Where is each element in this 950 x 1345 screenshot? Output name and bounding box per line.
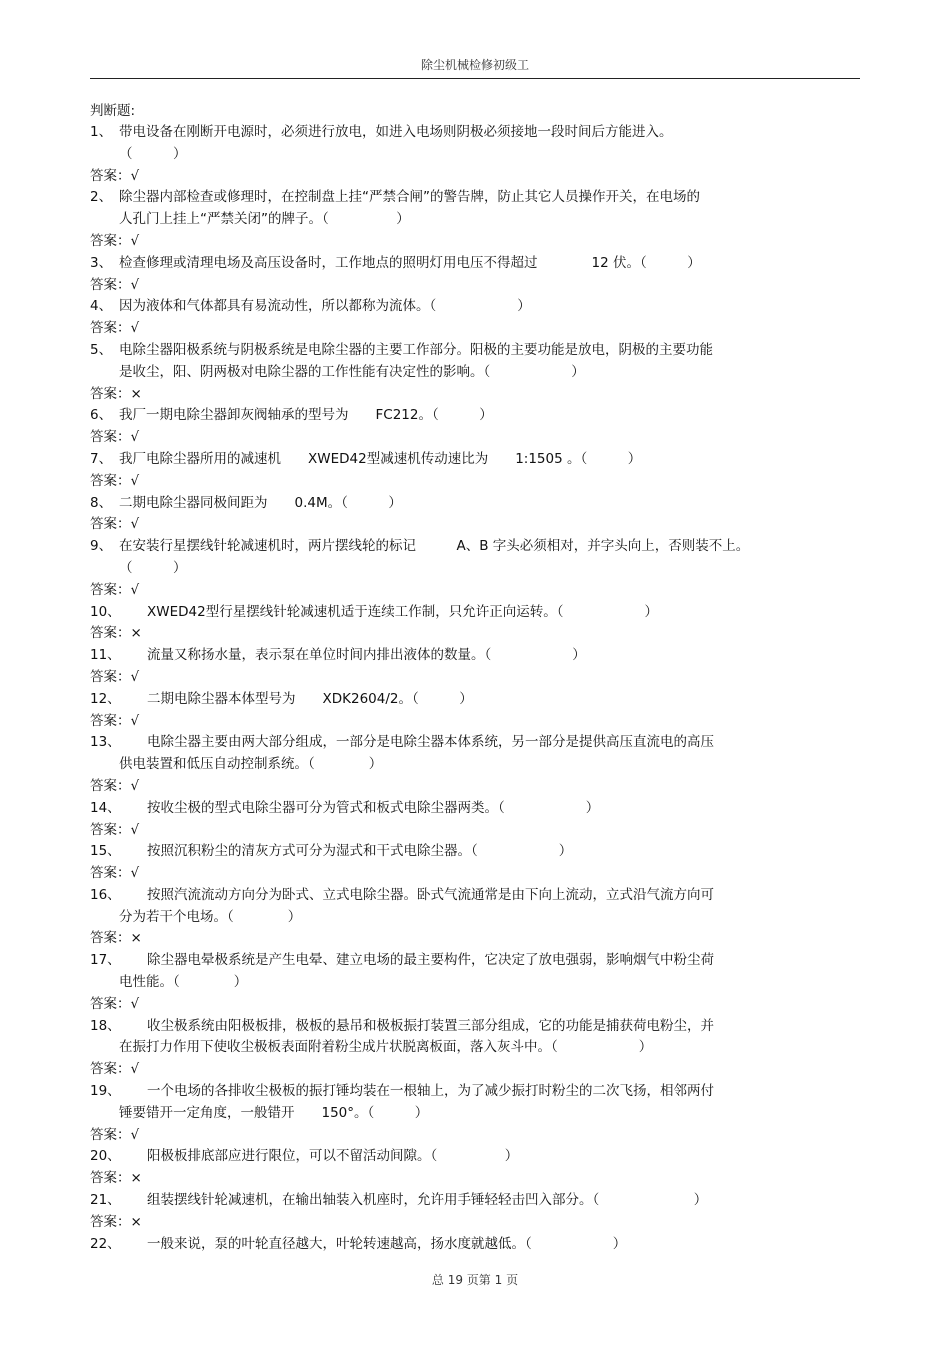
answer-mark: ×: [130, 1213, 142, 1230]
question-text: 电除尘器阳极系统与阴极系统是电除尘器的主要工作部分。阳极的主要功能是放电，阴极的主要功能: [119, 341, 713, 358]
question-first-line: [90, 122, 850, 144]
question-text: 检查修理或清理电场及高压设备时，工作地点的照明灯用电压不得超过 12 伏。（ ）: [119, 254, 701, 271]
question-first-line: [90, 405, 850, 427]
question-number: 18、: [90, 1017, 121, 1034]
question-item: [90, 296, 850, 340]
question-number: 10、: [90, 603, 121, 620]
answer-label: 答案：: [90, 625, 131, 642]
answer-line: [90, 318, 850, 340]
page-footer: 总 19 页第 1 页: [431, 1273, 519, 1287]
question-number: 3、: [90, 254, 113, 271]
question-number: 12、: [90, 690, 121, 707]
question-item: [90, 1146, 850, 1190]
answer-line: [90, 166, 850, 188]
question-first-line: [90, 732, 850, 754]
answer-label: 答案：: [90, 581, 131, 598]
question-first-line: [90, 950, 850, 972]
question-text: XWED42型行星摆线针轮减速机适于连续工作制，只允许正向运转。（ ）: [147, 603, 658, 620]
question-number: 1、: [90, 124, 113, 140]
answer-mark: √: [130, 777, 140, 794]
answer-line: [90, 275, 850, 297]
answer-mark: ×: [130, 625, 142, 642]
answer-label: 答案：: [90, 516, 131, 533]
question-item: [90, 187, 850, 252]
answer-label: 答案：: [90, 232, 131, 249]
question-first-line: [90, 885, 850, 907]
answer-label: 答案：: [90, 777, 131, 794]
answer-mark: √: [130, 995, 140, 1012]
answer-mark: √: [130, 276, 140, 293]
question-text: 一个电场的各排收尘极板的振打锤均装在一根轴上，为了减少振打时粉尘的二次飞扬，相邻两付: [147, 1083, 714, 1100]
section-title: 判断题:: [90, 103, 136, 119]
question-item: [90, 732, 850, 797]
question-text: 因为液体和气体都具有易流动性，所以都称为流体。（ ）: [119, 298, 531, 315]
question-text: 流量又称扬水量，表示泵在单位时间内排出液体的数量。（ ）: [147, 647, 586, 664]
answer-mark: √: [130, 581, 140, 598]
answer-label: 答案：: [90, 167, 131, 184]
header-title: 除尘机械检修初级工: [420, 58, 529, 72]
question-continuation: （ ）: [119, 559, 187, 576]
question-number: 17、: [90, 952, 121, 969]
answer-label: 答案：: [90, 472, 131, 489]
question-continuation: 人孔门上挂上“严禁关闭”的牌子。（ ）: [119, 211, 410, 228]
question-text: 带电设备在刚断开电源时，必须进行放电，如进入电场则阴极必须接地一段时间后方能进入。: [119, 124, 673, 140]
question-number: 11、: [90, 647, 121, 664]
question-first-line: [90, 1081, 850, 1103]
question-first-line: [90, 187, 850, 209]
question-first-line: [90, 689, 850, 711]
answer-line: [90, 514, 850, 536]
answer-label: 答案：: [90, 930, 131, 947]
question-item: [90, 1190, 850, 1234]
question-item: [90, 1081, 850, 1146]
question-number: 19、: [90, 1083, 121, 1100]
answer-mark: √: [130, 1061, 140, 1078]
question-item: [90, 493, 850, 537]
answer-line: [90, 231, 850, 253]
question-first-line: [90, 296, 850, 318]
answer-line: [90, 1059, 850, 1081]
answer-mark: ×: [130, 385, 142, 402]
answer-mark: √: [130, 865, 140, 882]
question-number: 20、: [90, 1148, 121, 1165]
question-text: 按收尘极的型式电除尘器可分为管式和板式电除尘器两类。（ ）: [147, 799, 600, 816]
page-header: [90, 50, 860, 79]
question-continuation: 供电装置和低压自动控制系统。（ ）: [119, 756, 383, 773]
question-item: [90, 1016, 850, 1081]
question-text: 二期电除尘器同极间距为 0.4M。（ ）: [119, 494, 402, 511]
question-text: 阳极板排底部应进行限位，可以不留活动间隙。（ ）: [147, 1148, 519, 1165]
answer-label: 答案：: [90, 320, 131, 337]
question-item: [90, 405, 850, 449]
answer-label: 答案：: [90, 668, 131, 685]
question-number: 2、: [90, 189, 113, 206]
answer-label: 答案：: [90, 865, 131, 882]
answer-mark: √: [130, 516, 140, 533]
question-number: 16、: [90, 886, 121, 903]
answer-line: [90, 580, 850, 602]
question-number: 5、: [90, 341, 113, 358]
answer-line: [90, 384, 850, 406]
question-continuation: （ ）: [119, 145, 187, 162]
question-item: [90, 885, 850, 950]
question-item: [90, 536, 850, 601]
answer-mark: ×: [130, 930, 142, 947]
question-number: 21、: [90, 1192, 121, 1209]
answer-mark: √: [130, 167, 140, 184]
question-number: 14、: [90, 799, 121, 816]
question-text: 电除尘器主要由两大部分组成，一部分是电除尘器本体系统，另一部分是提供高压直流电的高压: [147, 734, 714, 751]
answer-mark: √: [130, 712, 140, 729]
question-first-line: [90, 1016, 850, 1038]
question-first-line: [90, 841, 850, 863]
question-first-line: [90, 536, 850, 558]
question-number: 22、: [90, 1235, 121, 1252]
answer-line: [90, 711, 850, 733]
answer-line: [90, 820, 850, 842]
answer-mark: √: [130, 668, 140, 685]
question-text: 按照沉积粉尘的清灰方式可分为湿式和干式电除尘器。（ ）: [147, 843, 573, 860]
answer-label: 答案：: [90, 385, 131, 402]
answer-line: [90, 667, 850, 689]
question-text: 除尘器电晕极系统是产生电晕、建立电场的最主要构件，它决定了放电强弱，影响烟气中粉尘荷: [147, 952, 714, 969]
answer-line: [90, 623, 850, 645]
question-first-line: [90, 602, 850, 624]
answer-line: [90, 776, 850, 798]
question-item: [90, 645, 850, 689]
question-continuation: 锤要错开一定角度，一般错开 150°。（ ）: [119, 1104, 429, 1121]
answer-line: [90, 471, 850, 493]
question-continuation: 在振打力作用下使收尘极板表面附着粉尘成片状脱离板面，落入灰斗中。（ ）: [119, 1039, 653, 1056]
question-item: [90, 449, 850, 493]
question-text: 我厂一期电除尘器卸灰阀轴承的型号为 FC212。（ ）: [119, 407, 493, 424]
question-first-line: [90, 449, 850, 471]
question-first-line: [90, 1190, 850, 1212]
answer-line: [90, 1168, 850, 1190]
question-item: [90, 841, 850, 885]
question-text: 一般来说，泵的叶轮直径越大，叶轮转速越高，扬水度就越低。（ ）: [147, 1235, 627, 1252]
answer-line: [90, 863, 850, 885]
answer-label: 答案：: [90, 1126, 131, 1143]
answer-line: [90, 994, 850, 1016]
answer-mark: √: [130, 472, 140, 489]
question-first-line: [90, 1234, 850, 1256]
question-first-line: [90, 1146, 850, 1168]
answer-label: 答案：: [90, 995, 131, 1012]
question-text: 二期电除尘器本体型号为 XDK2604/2。（ ）: [147, 690, 473, 707]
answer-mark: √: [130, 1126, 140, 1143]
question-item: [90, 340, 850, 405]
answer-line: [90, 1212, 850, 1234]
answer-label: 答案：: [90, 1213, 131, 1230]
answer-line: [90, 1125, 850, 1147]
question-item: [90, 602, 850, 646]
question-number: 13、: [90, 734, 121, 751]
question-text: 按照汽流流动方向分为卧式、立式电除尘器。卧式气流通常是由下向上流动，立式沿气流方向可: [147, 886, 714, 903]
question-first-line: [90, 493, 850, 515]
question-number: 4、: [90, 298, 113, 315]
answer-label: 答案：: [90, 429, 131, 446]
answer-label: 答案：: [90, 1061, 131, 1078]
question-item: [90, 253, 850, 297]
answer-mark: ×: [130, 1170, 142, 1187]
question-first-line: [90, 645, 850, 667]
question-text: 收尘极系统由阳极板排，极板的悬吊和极板振打装置三部分组成，它的功能是捕获荷电粉尘，并: [147, 1017, 714, 1034]
answer-label: 答案：: [90, 1170, 131, 1187]
question-continuation: 电性能。（ ）: [119, 974, 248, 991]
question-number: 7、: [90, 450, 113, 467]
answer-line: [90, 427, 850, 449]
question-item: [90, 1234, 850, 1256]
question-text: 我厂电除尘器所用的减速机 XWED42型减速机传动速比为 1:1505 。（ ）: [119, 450, 642, 467]
answer-label: 答案：: [90, 276, 131, 293]
document-body: [90, 100, 850, 1255]
question-continuation: 是收尘，阳、阴两极对电除尘器的工作性能有决定性的影响。（ ）: [119, 363, 585, 380]
question-text: 组装摆线针轮减速机，在输出轴装入机座时，允许用手锤轻轻击凹入部分。（ ）: [147, 1192, 708, 1209]
answer-mark: √: [130, 429, 140, 446]
question-continuation: 分为若干个电场。（ ）: [119, 908, 302, 925]
answer-label: 答案：: [90, 712, 131, 729]
question-text: 除尘器内部检查或修理时，在控制盘上挂“严禁合闸”的警告牌，防止其它人员操作开关，在电场的: [119, 189, 700, 206]
question-item: [90, 798, 850, 842]
answer-mark: √: [130, 320, 140, 337]
answer-line: [90, 928, 850, 950]
question-number: 6、: [90, 407, 113, 424]
question-list: [90, 122, 850, 1255]
question-item: [90, 122, 850, 187]
question-first-line: [90, 340, 850, 362]
question-number: 9、: [90, 538, 113, 555]
question-first-line: [90, 253, 850, 275]
question-text: 在安装行星摆线针轮减速机时，两片摆线轮的标记 A、B 字头必须相对，并字头向上，否则装不上。: [119, 538, 750, 555]
question-item: [90, 689, 850, 733]
question-item: [90, 950, 850, 1015]
answer-mark: √: [130, 232, 140, 249]
answer-mark: √: [130, 821, 140, 838]
question-first-line: [90, 798, 850, 820]
answer-label: 答案：: [90, 821, 131, 838]
question-number: 15、: [90, 843, 121, 860]
question-number: 8、: [90, 494, 113, 511]
